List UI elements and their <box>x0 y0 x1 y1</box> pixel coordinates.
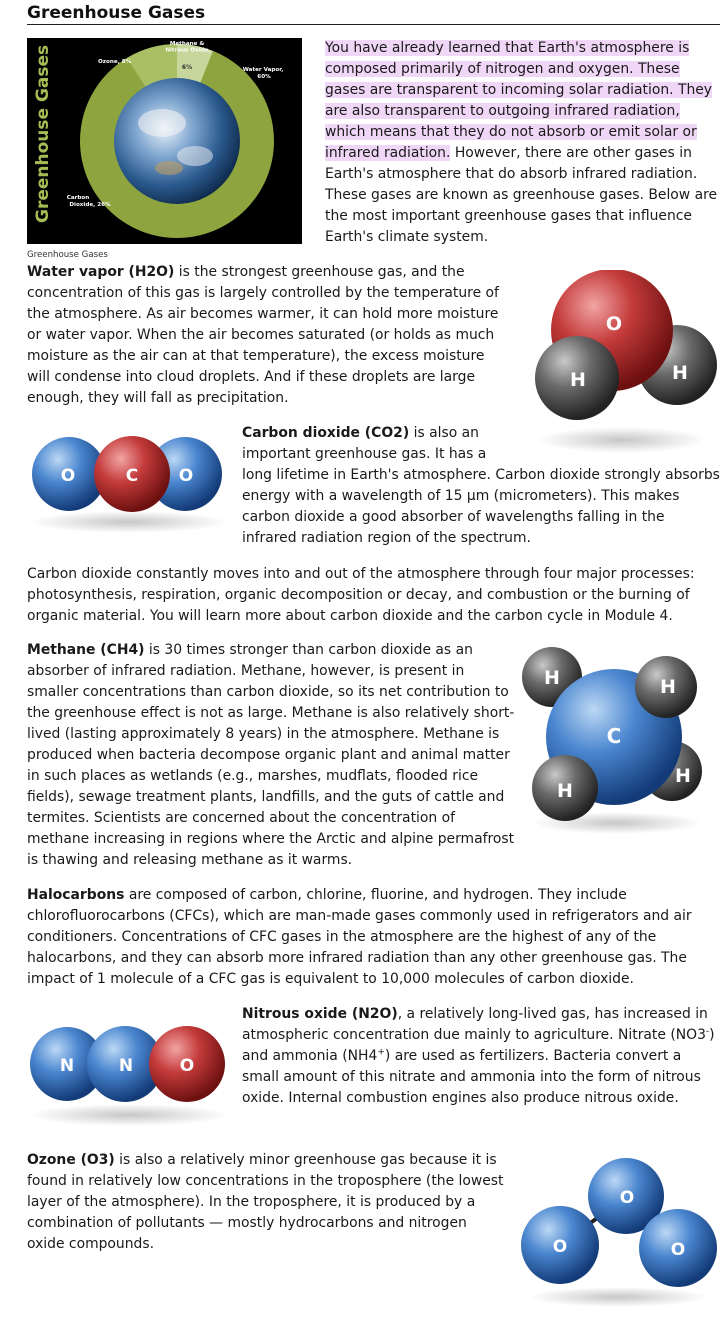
ozone-paragraph: Ozone (O3) is also a relatively minor greenhouse gas because it is found in relatively low concentrations in the troposphere (the lowest layer of the atmosphere). In the troposphere, it is produced by a combination of pollutants — mostly hydrocarbons and nitrogen oxide compounds. <box>27 1152 504 1252</box>
carbon-cycle-paragraph: Carbon dioxide constantly moves into and out of the atmosphere through four major processes: photosynthesis, respiration, organic decomposition or decay, and combustion or the burning of organic material. You will learn more about carbon dioxide and the carbon cycle in Module 4. <box>27 566 695 624</box>
methane-atom-h2: H <box>660 676 676 698</box>
co2-molecule-image <box>27 425 232 540</box>
co2-term: Carbon dioxide (CO2) <box>242 425 410 441</box>
svg-text:Water Vapor, 60%: Water Vapor, 60% <box>242 67 284 80</box>
slice-label-ozone: Ozone, 8% <box>98 59 132 65</box>
methane-atom-c: C <box>606 724 622 748</box>
figure-caption: Greenhouse Gases <box>27 250 108 260</box>
ozone-term: Ozone (O3) <box>27 1152 115 1168</box>
slice-label-carbon-dioxide: Carbon <box>66 195 90 201</box>
methane-molecule-image <box>522 645 720 840</box>
ozone-molecule-image <box>518 1155 718 1320</box>
halocarbons-paragraph: Halocarbons are composed of carbon, chlorine, fluorine, and hydrogen. They include chlorofluorocarbons (CFCs), which are man-made gases commonly used in refrigerators and air conditioners. Concentrations of CFC gases in the atmosphere are the highest of any of the halocarbons, and they can absorb more infrared radiation than any other greenhouse gas. The impact of 1 molecule of a CFC gas is equivalent to 10,000 molecules of carbon dioxide. <box>27 887 692 987</box>
n2o-atom-n1: N <box>59 1056 75 1076</box>
n2o-atom-n2: N <box>118 1056 134 1076</box>
slice-value-methane: 6% <box>181 64 193 71</box>
earth-globe <box>114 78 240 204</box>
halocarbons-term: Halocarbons <box>27 887 125 903</box>
methane-term: Methane (CH4) <box>27 642 145 658</box>
svg-text:Greenhouse Gases <box>33 45 53 223</box>
methane-atom-h3: H <box>675 765 691 787</box>
methane-atom-h4: H <box>557 780 573 802</box>
water-atom-o: O <box>605 313 623 335</box>
svg-text:Carbon Dioxide, 26%: Carbon Dioxide, 26% <box>66 195 111 208</box>
co2-float-spacer <box>492 423 720 465</box>
slice-label-methane: Methane & <box>169 41 205 47</box>
ozone-atom-o1: O <box>619 1188 635 1208</box>
ozone-atom-o2: O <box>552 1237 568 1257</box>
methane-paragraph: Methane (CH4) is 30 times stronger than carbon dioxide as an absorber of infrared radiation. Methane, however, is present in smaller concentrations than carbon dioxide, so its net contribution to the greenhouse effect is not as large. Methane is also relatively short-lived (lasting approximately 8 years) in the atmosphere. Methane is produced when bacteria decompose organic plant and animal matter in such places as wetlands (e.g., marshes, mudflats, flooded rice fields), sewage treatment plants, landfills, and the guts of cattle and termites. Scientists are concerned about the concentration of methane increasing in regions where the Arctic and alpine permafrost is thawing and releasing methane as it warms. <box>27 642 515 868</box>
svg-text:Methane & Nitrous Oxide,: Methane & Nitrous Oxide, <box>165 41 211 54</box>
intro-paragraph <box>325 38 719 248</box>
water-vapor-term: Water vapor (H2O) <box>27 264 175 280</box>
co2-atom-o1: O <box>60 466 76 486</box>
co2-paragraph-text: Carbon dioxide (CO2) is also an important greenhouse gas. It has a long lifetime in Earth's atmosphere. Carbon dioxide strongly absorbs energy with a wavelength of 15 μm (micrometers). This makes carbon dioxide a good absorber of wavelengths falling in the infrared radiation region of the spectrum. <box>242 425 720 546</box>
co2-atom-o2: O <box>178 466 194 486</box>
intro-highlighted-text: You have already learned that Earth's atmosphere is composed primarily of nitrogen and oxygen. These gases are transparent to incoming solar radiation. They are also transparent to outgoing infrared radiation, which means that they do not absorb or emit solar or infrared radiation. <box>325 40 713 161</box>
ozone-atom-o3: O <box>670 1240 686 1260</box>
figure-vertical-label: Greenhouse Gases <box>33 44 53 223</box>
n2o-molecule-image <box>27 1018 232 1133</box>
water-atom-h1: H <box>570 369 586 391</box>
slice-label-water-vapor: Water Vapor, <box>242 67 284 73</box>
water-vapor-paragraph: Water vapor (H2O) is the strongest greenhouse gas, and the concentration of this gas is largely controlled by the temperature of the atmosphere. As air becomes warmer, it can hold more moisture or water vapor. When the air becomes saturated (or holds as much moisture as the air can at that temperature), the excess moisture will condense into cloud droplets. And if these droplets are large enough, they will fall as precipitation. <box>27 264 499 406</box>
water-atom-h2: H <box>672 362 688 384</box>
nitrous-oxide-paragraph: Nitrous oxide (N2O), a relatively long-lived gas, has increased in atmospheric concentration due mainly to agriculture. Nitrate (NO3-) and ammonia (NH4+) are used as fertilizers. Bacteria convert a small amount of this nitrate and ammonia into the form of nitrous oxide. Internal combustion engines also produce nitrous oxide. <box>242 1006 715 1106</box>
page-title: Greenhouse Gases <box>27 3 720 25</box>
methane-atom-h1: H <box>544 667 560 689</box>
co2-atom-c: C <box>125 466 139 486</box>
greenhouse-gases-ring-chart <box>27 38 302 244</box>
intro-rest-text: However, there are other gases in Earth's atmosphere that do absorb infrared radiation. These gases are known as greenhouse gases. Below are the most important greenhouse gases that influence Earth's climate system. <box>325 145 718 245</box>
n2o-atom-o: O <box>179 1056 195 1076</box>
greenhouse-gases-figure <box>27 38 302 244</box>
nitrous-oxide-term: Nitrous oxide (N2O) <box>242 1006 398 1022</box>
